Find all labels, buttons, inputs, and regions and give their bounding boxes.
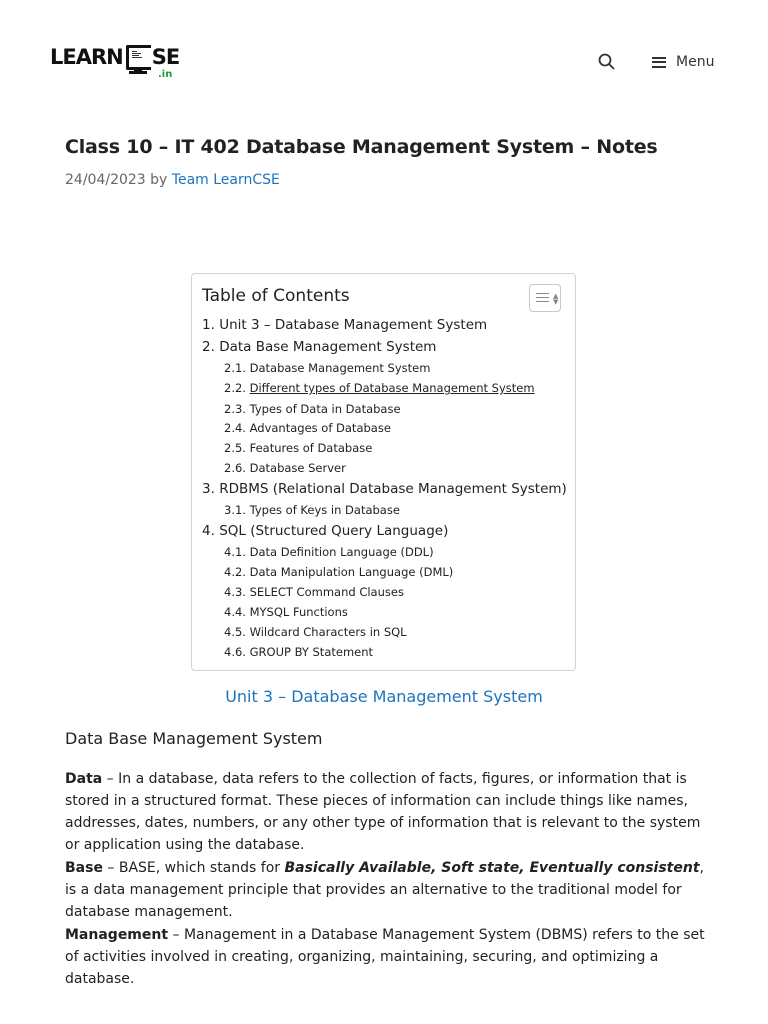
paragraph-base: Base – BASE, which stands for Basically Available, Soft state, Eventually consistent, is a data management principle that provides an alternative to the traditional model for database management. [65, 860, 704, 920]
toc-item[interactable]: 3. RDBMS (Relational Database Management System) [202, 481, 567, 497]
base-expansion: Basically Available, Soft state, Eventually consistent [284, 860, 700, 876]
site-logo[interactable] [50, 42, 180, 80]
toc-item[interactable]: 2.6. Database Server [224, 461, 346, 475]
menu-button[interactable] [652, 50, 714, 74]
toc-item[interactable]: 4.6. GROUP BY Statement [224, 645, 374, 659]
page-title: Class 10 – IT 402 Database Management System – Notes [65, 136, 658, 158]
toc-item[interactable]: 2.4. Advantages of Database [224, 421, 391, 435]
post-meta [65, 170, 280, 190]
term-management: Management [65, 927, 169, 943]
toc-item[interactable]: 2.1. Database Management System [224, 361, 431, 375]
search-icon [597, 52, 617, 72]
toc-item[interactable]: 4.3. SELECT Command Clauses [224, 585, 404, 599]
sort-caret-icon: ▲ ▼ [553, 292, 559, 306]
section-heading: Data Base Management System [65, 729, 323, 748]
unit-heading-link[interactable]: Unit 3 – Database Management System [225, 687, 543, 706]
hamburger-icon [652, 57, 666, 68]
paragraph-data: Data – In a database, data refers to the collection of facts, figures, or information that is stored in a structured format. These pieces of information can include things like names, addresses, dates, numbers, or any other type of information that is relevant to the system or application using the database. [65, 771, 701, 853]
search-button[interactable] [597, 52, 617, 72]
toc-item[interactable]: 1. Unit 3 – Database Management System [202, 317, 488, 333]
paragraph-management: Management – Management in a Database Management System (DBMS) refers to the set of activities involved in creating, organizing, maintaining, securing, and optimizing a database. [65, 927, 705, 987]
toc-title: Table of Contents [202, 286, 350, 306]
toc-item[interactable]: 2. Data Base Management System [202, 339, 437, 355]
toc-item[interactable]: 4.1. Data Definition Language (DDL) [224, 545, 434, 559]
post-by: by [150, 172, 168, 188]
toc-item[interactable]: 2.3. Types of Data in Database [224, 402, 401, 416]
toc-item[interactable]: 4. SQL (Structured Query Language) [202, 523, 449, 539]
toc-toggle-button[interactable] [529, 284, 561, 312]
toc-item[interactable]: 4.4. MYSQL Functions [224, 605, 348, 619]
list-icon [536, 293, 549, 303]
logo-suffix: .in [158, 69, 173, 80]
site-header [0, 0, 768, 124]
term-data: Data [65, 771, 103, 787]
term-base: Base [65, 860, 103, 876]
toc-item[interactable]: 4.2. Data Manipulation Language (DML) [224, 565, 454, 579]
toc-item[interactable]: 3.1. Types of Keys in Database [224, 503, 400, 517]
toc-item[interactable]: 4.5. Wildcard Characters in SQL [224, 625, 407, 639]
menu-label: Menu [676, 54, 715, 70]
logo-text-learn: LEARN [50, 45, 123, 69]
author-link[interactable]: Team LearnCSE [171, 172, 280, 188]
monitor-icon [124, 42, 154, 70]
toc-item[interactable]: 2.5. Features of Database [224, 441, 373, 455]
logo-text-se: SE [151, 45, 180, 69]
toc-item[interactable]: 2.2. Different types of Database Management System [224, 381, 535, 395]
table-of-contents [191, 273, 576, 671]
post-date: 24/04/2023 [65, 172, 146, 188]
